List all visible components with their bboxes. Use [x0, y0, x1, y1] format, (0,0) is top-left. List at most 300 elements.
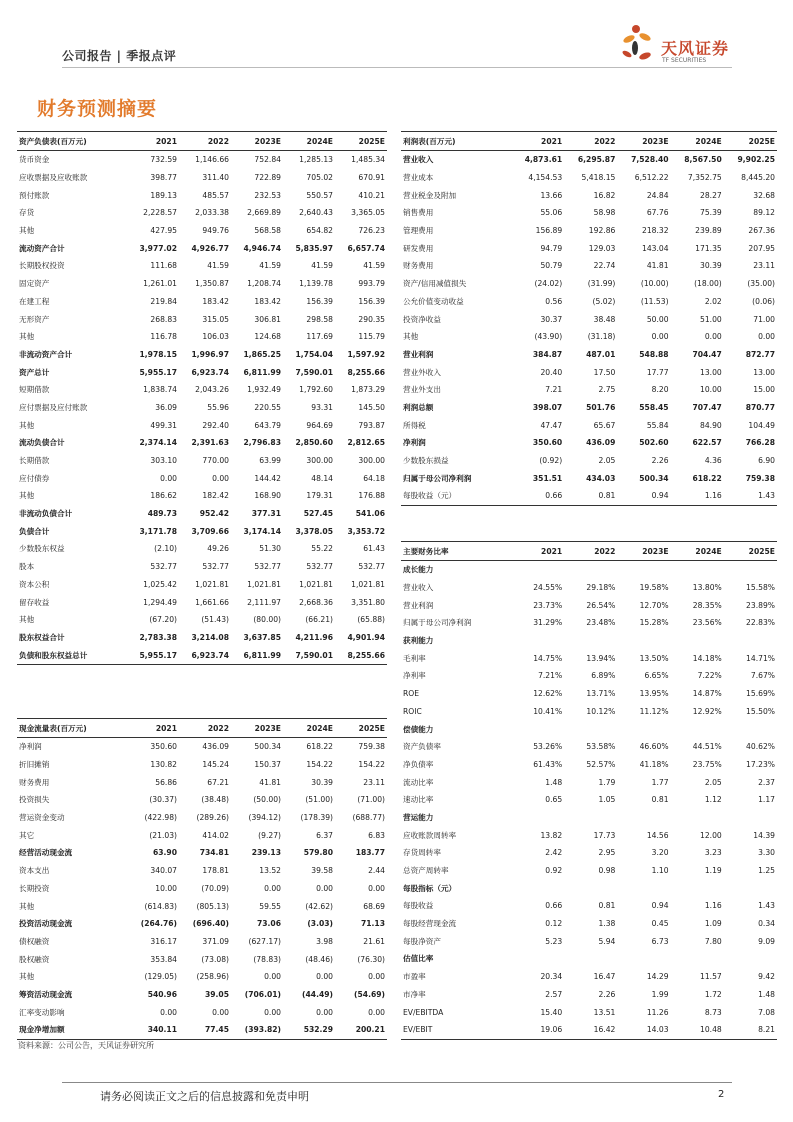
cell-value — [617, 950, 670, 968]
cell-value: 7.08 — [758, 1007, 775, 1017]
cell-value: 0.00 — [651, 332, 669, 342]
cell-value: 50.00 — [646, 314, 669, 324]
cell-value: 618.22 — [306, 742, 333, 752]
cell-value: 232.53 — [254, 190, 281, 200]
table-row — [17, 151, 387, 169]
row-label: 财务费用 — [403, 261, 434, 271]
cell-value — [671, 879, 724, 897]
cell-value — [671, 632, 724, 650]
cell-value: 0.66 — [511, 487, 564, 505]
cell-value: 63.90 — [152, 848, 177, 858]
cell-value: (3.03) — [307, 919, 333, 929]
cell-value: 220.55 — [254, 402, 281, 412]
cell-value: 49.26 — [207, 544, 229, 554]
cell-value: 1.43 — [758, 901, 775, 911]
table-row — [401, 399, 777, 417]
cell-value: 1,996.97 — [191, 349, 229, 359]
cell-value: 7,590.01 — [283, 646, 335, 664]
cell-value: (178.39) — [300, 813, 333, 823]
cell-value — [724, 809, 777, 827]
cell-value: 300.00 — [306, 456, 333, 466]
year-header: 2023E — [231, 132, 283, 151]
cell-value — [564, 879, 617, 897]
row-label: 每股收益 — [403, 901, 434, 911]
cell-value: 4,873.61 — [524, 155, 563, 165]
table-row — [401, 614, 777, 632]
cell-value: 436.09 — [586, 438, 616, 448]
row-label: 长期股权投资 — [19, 261, 65, 271]
cell-value: 3.30 — [758, 848, 775, 858]
cell-value: 1,021.81 — [299, 579, 333, 589]
table-row — [401, 310, 777, 328]
row-label: 净负债率 — [403, 759, 434, 769]
row-label: ROIC — [403, 706, 422, 716]
cell-value: 5,835.97 — [295, 243, 333, 253]
table-row — [17, 773, 387, 791]
year-header: 2022 — [564, 542, 617, 561]
balance-sheet-table — [17, 131, 387, 665]
row-label: 每股指标（元） — [403, 883, 457, 893]
cell-value: 0.66 — [545, 901, 563, 911]
cell-value: 50.79 — [540, 261, 563, 271]
table-header-row — [401, 542, 777, 561]
cell-value: 41.59 — [207, 261, 229, 271]
cell-value: 32.68 — [753, 190, 775, 200]
cell-value: 952.42 — [199, 509, 229, 519]
table-row — [401, 756, 777, 774]
cell-value: 3,171.78 — [139, 526, 177, 536]
cell-value: 24.55% — [533, 583, 563, 593]
cell-value: (393.82) — [231, 1021, 283, 1039]
cell-value: 41.59 — [363, 261, 385, 271]
cell-value: 2.75 — [598, 385, 616, 395]
cell-value: 1.99 — [651, 989, 669, 999]
row-label: 资产总计 — [19, 367, 50, 377]
row-label: 投资净收益 — [403, 314, 441, 324]
year-header: 2025E — [335, 719, 387, 738]
cell-value: 5.94 — [598, 936, 616, 946]
table-header-row — [17, 719, 387, 738]
cell-value: 218.32 — [641, 226, 669, 236]
table-row — [17, 169, 387, 187]
table-row — [17, 239, 387, 257]
cell-value: 26.54% — [586, 600, 616, 610]
row-label: 管理费用 — [403, 226, 434, 236]
cell-value: 3,365.05 — [351, 208, 385, 218]
table-row — [17, 933, 387, 951]
table-row — [17, 809, 387, 827]
row-label: 长期借款 — [19, 456, 50, 466]
cell-value: (51.00) — [305, 795, 333, 805]
row-label: 公允价值变动收益 — [403, 296, 464, 306]
cell-value: 39.05 — [204, 989, 229, 999]
table-row — [17, 222, 387, 240]
cell-value: 870.77 — [745, 402, 775, 412]
cell-value: 10.41% — [533, 706, 563, 716]
cell-value: 219.84 — [150, 296, 177, 306]
cell-value: 22.74 — [593, 261, 616, 271]
table-row — [401, 169, 777, 187]
cell-value: 0.94 — [617, 487, 670, 505]
table-row — [17, 540, 387, 558]
row-label: 折旧摊销 — [19, 760, 50, 770]
cell-value: 2.44 — [368, 866, 385, 876]
row-label: 营业成本 — [403, 173, 434, 183]
cell-value: 124.68 — [254, 332, 281, 342]
cell-value: 0.00 — [212, 1007, 229, 1017]
row-label: 资本公积 — [19, 579, 50, 589]
cell-value: 0.65 — [545, 795, 563, 805]
cell-value: 0.00 — [368, 972, 385, 982]
cell-value: 10.00 — [155, 883, 177, 893]
cell-value: 558.45 — [639, 402, 669, 412]
cell-value: (11.53) — [640, 296, 669, 306]
cell-value: 6.37 — [316, 830, 333, 840]
cell-value: (18.00) — [694, 279, 722, 289]
cell-value: (78.83) — [253, 954, 281, 964]
cell-value — [671, 561, 724, 579]
page-title: 财务预测摘要 — [37, 98, 158, 120]
cell-value — [724, 879, 777, 897]
cell-value: 15.28% — [639, 618, 669, 628]
cell-value: 2,669.89 — [247, 208, 281, 218]
cell-value: 993.79 — [358, 279, 385, 289]
cell-value: 19.06 — [511, 1021, 564, 1039]
footer-divider — [62, 1082, 732, 1083]
cell-value: 0.92 — [545, 866, 563, 876]
table-row — [401, 186, 777, 204]
cell-value: 6,657.74 — [347, 243, 385, 253]
cell-value: 22.83% — [746, 618, 775, 628]
table-row — [401, 239, 777, 257]
cell-value: 36.09 — [155, 402, 177, 412]
cell-value: (70.09) — [201, 883, 229, 893]
company-logo — [621, 22, 741, 66]
table-row — [17, 968, 387, 986]
row-label: 估值比率 — [403, 954, 434, 964]
cell-value: 23.48% — [586, 618, 616, 628]
cell-value: 179.31 — [306, 491, 333, 501]
cell-value: 73.06 — [256, 919, 281, 929]
cell-value: 5,955.17 — [127, 646, 179, 664]
cell-value: 427.95 — [150, 226, 177, 236]
table-row — [17, 505, 387, 523]
year-header: 2024E — [671, 132, 724, 151]
cell-value: 5,955.17 — [139, 367, 177, 377]
row-label: 每股收益（元） — [401, 487, 511, 505]
cell-value: 55.06 — [540, 208, 563, 218]
cell-value: 2,668.36 — [299, 597, 333, 607]
cell-value: 7,590.01 — [295, 367, 333, 377]
year-header: 2023E — [617, 542, 670, 561]
cell-value: 1,792.60 — [299, 385, 333, 395]
table-row — [401, 346, 777, 364]
cell-value: 14.87% — [692, 689, 722, 699]
cell-value: 3.23 — [704, 848, 722, 858]
cell-value: 9,902.25 — [737, 155, 775, 165]
cell-value: 2,812.65 — [347, 438, 385, 448]
cell-value: (10.00) — [640, 279, 669, 289]
cell-value: (394.12) — [248, 813, 281, 823]
cell-value: 340.07 — [150, 866, 177, 876]
table-row — [401, 257, 777, 275]
year-header: 2021 — [127, 132, 179, 151]
table-row — [401, 275, 777, 293]
row-label: 营业利润 — [403, 600, 434, 610]
cell-value: 414.02 — [202, 830, 229, 840]
table-row — [17, 1021, 387, 1039]
row-label: 存货 — [19, 208, 35, 218]
cell-value: 434.03 — [586, 473, 616, 483]
cell-value: 2,796.83 — [243, 438, 281, 448]
cell-value: 5.23 — [545, 936, 563, 946]
cell-value: 17.77 — [646, 367, 669, 377]
cell-value: 154.22 — [306, 760, 333, 770]
cell-value: 2.26 — [598, 989, 616, 999]
table-row — [401, 1003, 777, 1021]
cell-value — [564, 720, 617, 738]
row-label: 其他 — [19, 901, 35, 911]
cell-value: 13.66 — [540, 190, 563, 200]
cell-value: 7.21 — [545, 385, 563, 395]
cell-value: 377.31 — [251, 509, 281, 519]
income-statement-table — [401, 131, 777, 506]
cell-value: 793.87 — [358, 420, 385, 430]
cell-value: 17.50 — [593, 367, 616, 377]
cell-value: 1.16 — [704, 901, 722, 911]
row-label: 其他 — [19, 226, 35, 236]
row-label: 负债和股东权益总计 — [17, 646, 127, 664]
cell-value — [511, 809, 564, 827]
cell-value: 298.58 — [306, 314, 333, 324]
cell-value: 0.00 — [264, 883, 281, 893]
cell-value: 41.59 — [311, 261, 333, 271]
cell-value: 12.92% — [692, 706, 722, 716]
cell-value: 7.67% — [750, 671, 775, 681]
cell-value: (66.21) — [305, 615, 333, 625]
cell-value: 3,214.08 — [191, 632, 229, 642]
cell-value: 949.76 — [202, 226, 229, 236]
cell-value: 52.57% — [586, 759, 616, 769]
cell-value: 93.31 — [311, 402, 333, 412]
row-label: 财务费用 — [19, 777, 50, 787]
table-row — [401, 469, 777, 487]
data-source-note: 资料来源：公司公告，天风证券研究所 — [18, 1041, 154, 1050]
cell-value: 116.78 — [150, 332, 177, 342]
row-label: 净利润 — [403, 438, 426, 448]
row-label: 速动比率 — [403, 795, 434, 805]
cell-value: 144.42 — [254, 473, 281, 483]
cell-value: 23.75% — [692, 759, 722, 769]
financial-ratios-table — [401, 541, 777, 1040]
row-label: 股本 — [19, 562, 35, 572]
cell-value: 6,811.99 — [231, 646, 283, 664]
cell-value: 500.34 — [254, 742, 281, 752]
cell-value: 41.81 — [259, 777, 281, 787]
cell-value: 0.81 — [564, 487, 617, 505]
cell-value: 145.50 — [358, 402, 385, 412]
cell-value — [564, 950, 617, 968]
cell-value: 0.81 — [651, 795, 669, 805]
table-row — [401, 685, 777, 703]
table-row — [17, 986, 387, 1004]
cell-value: 51.00 — [700, 314, 722, 324]
cell-value: 500.34 — [639, 473, 669, 483]
cell-value: 1,485.34 — [351, 155, 385, 165]
cell-value — [724, 950, 777, 968]
table-heading: 资产负债表(百万元) — [17, 132, 127, 151]
cell-value: 14.71% — [746, 653, 775, 663]
cell-value: 1,261.01 — [143, 279, 177, 289]
row-label: 归属于母公司净利润 — [403, 473, 472, 483]
cell-value: 2.57 — [545, 989, 563, 999]
cell-value: 0.45 — [651, 919, 669, 929]
cell-value: 104.49 — [748, 420, 775, 430]
cell-value: 17.73 — [593, 830, 616, 840]
section-row — [401, 561, 777, 579]
row-label: 获利能力 — [403, 636, 434, 646]
table-row — [401, 328, 777, 346]
cell-value: 6.73 — [651, 936, 669, 946]
row-label: 所得税 — [403, 420, 426, 430]
cell-value: 171.35 — [695, 243, 722, 253]
cell-value: 6,923.74 — [179, 646, 231, 664]
cell-value: 71.00 — [753, 314, 775, 324]
row-label: 应收票据及应收账款 — [19, 173, 88, 183]
cell-value: 4,211.96 — [295, 632, 333, 642]
table-row — [17, 844, 387, 862]
cell-value: 7,352.75 — [687, 173, 722, 183]
table-row — [401, 222, 777, 240]
cell-value: (31.18) — [587, 332, 616, 342]
cell-value: 0.12 — [545, 919, 563, 929]
cell-value: 1,146.66 — [195, 155, 229, 165]
cell-value: 7.21% — [538, 671, 563, 681]
row-label: 营业外收入 — [403, 367, 441, 377]
cell-value: 53.26% — [533, 742, 563, 752]
cell-value: 0.00 — [316, 883, 333, 893]
cell-value: 0.94 — [651, 901, 669, 911]
cell-value: 29.18% — [586, 583, 616, 593]
cell-value: 527.45 — [303, 509, 333, 519]
row-label: 营业收入 — [403, 583, 434, 593]
cell-value: 61.43% — [533, 759, 563, 769]
cell-value: 1.25 — [758, 866, 775, 876]
cell-value: 156.39 — [358, 296, 385, 306]
cell-value: 1,021.81 — [247, 579, 281, 589]
cell-value: 14.56 — [646, 830, 669, 840]
cell-value: 23.11 — [363, 777, 385, 787]
cell-value — [617, 720, 670, 738]
cell-value: 0.00 — [316, 972, 333, 982]
cell-value: 1.43 — [724, 487, 777, 505]
cell-value: 1.05 — [598, 795, 616, 805]
cell-value: 156.39 — [306, 296, 333, 306]
cell-value: 1.19 — [704, 866, 722, 876]
cell-value: (706.01) — [244, 989, 281, 999]
cell-value: 759.38 — [358, 742, 385, 752]
cell-value: 0.00 — [264, 1007, 281, 1017]
cell-value: (5.02) — [592, 296, 616, 306]
cell-value: 41.18% — [639, 759, 669, 769]
cell-value: 7.80 — [704, 936, 722, 946]
cell-value: 1.72 — [704, 989, 722, 999]
cell-value: 189.13 — [150, 190, 177, 200]
cell-value: 65.67 — [593, 420, 616, 430]
cell-value: 0.00 — [316, 1007, 333, 1017]
row-label: EV/EBITDA — [403, 1007, 444, 1017]
cell-value: 16.42 — [564, 1021, 617, 1039]
logo-flower-icon — [621, 22, 657, 66]
row-label: 流动负债合计 — [19, 438, 65, 448]
cell-value: 15.00 — [753, 385, 775, 395]
cell-value: 2.05 — [598, 456, 616, 466]
row-label: 短期借款 — [19, 385, 50, 395]
table-row — [17, 399, 387, 417]
cell-value: (696.40) — [192, 919, 229, 929]
cell-value: 0.98 — [598, 866, 616, 876]
cell-value: 89.12 — [753, 208, 775, 218]
cell-value — [671, 809, 724, 827]
row-label: 非流动资产合计 — [19, 349, 73, 359]
row-label: 股权融资 — [19, 954, 50, 964]
row-label: 其他 — [19, 972, 35, 982]
cell-value: 8,567.50 — [684, 155, 722, 165]
cell-value: 300.00 — [358, 456, 385, 466]
cell-value: 77.45 — [179, 1021, 231, 1039]
cell-value: (51.43) — [201, 615, 229, 625]
table-row — [17, 646, 387, 664]
cell-value: 704.47 — [692, 349, 722, 359]
cell-value: 7.22% — [697, 671, 722, 681]
cell-value: 46.60% — [639, 742, 669, 752]
cell-value: 11.26 — [646, 1007, 669, 1017]
cell-value — [671, 950, 724, 968]
year-header: 2022 — [179, 719, 231, 738]
cell-value — [511, 879, 564, 897]
cell-value: 705.02 — [306, 173, 333, 183]
table-row — [401, 791, 777, 809]
table-row — [17, 558, 387, 576]
cell-value: 306.81 — [254, 314, 281, 324]
row-label: 资本支出 — [19, 866, 50, 876]
table-row — [401, 968, 777, 986]
cell-value: 8,445.20 — [741, 173, 775, 183]
cell-value: 0.00 — [212, 473, 229, 483]
cell-value: (258.96) — [196, 972, 229, 982]
cell-value: 0.00 — [704, 332, 722, 342]
page-number: 2 — [718, 1089, 725, 1100]
row-label: 销售费用 — [403, 208, 434, 218]
cell-value: 2.42 — [545, 848, 563, 858]
row-label: 利润总额 — [403, 402, 434, 412]
cell-value — [564, 809, 617, 827]
cell-value: 1.17 — [758, 795, 775, 805]
cell-value: 150.37 — [254, 760, 281, 770]
cell-value: 13.00 — [753, 367, 775, 377]
cell-value: 30.39 — [700, 261, 722, 271]
cell-value: (2.10) — [154, 544, 177, 554]
row-label: 预付账款 — [19, 190, 50, 200]
cell-value: 30.37 — [540, 314, 563, 324]
table-row — [401, 151, 777, 169]
row-label: 少数股东损益 — [403, 456, 449, 466]
row-label: 少数股东权益 — [19, 544, 65, 554]
table-row — [401, 596, 777, 614]
cell-value: 68.69 — [363, 901, 385, 911]
section-row — [401, 879, 777, 897]
cell-value: 94.79 — [540, 243, 563, 253]
